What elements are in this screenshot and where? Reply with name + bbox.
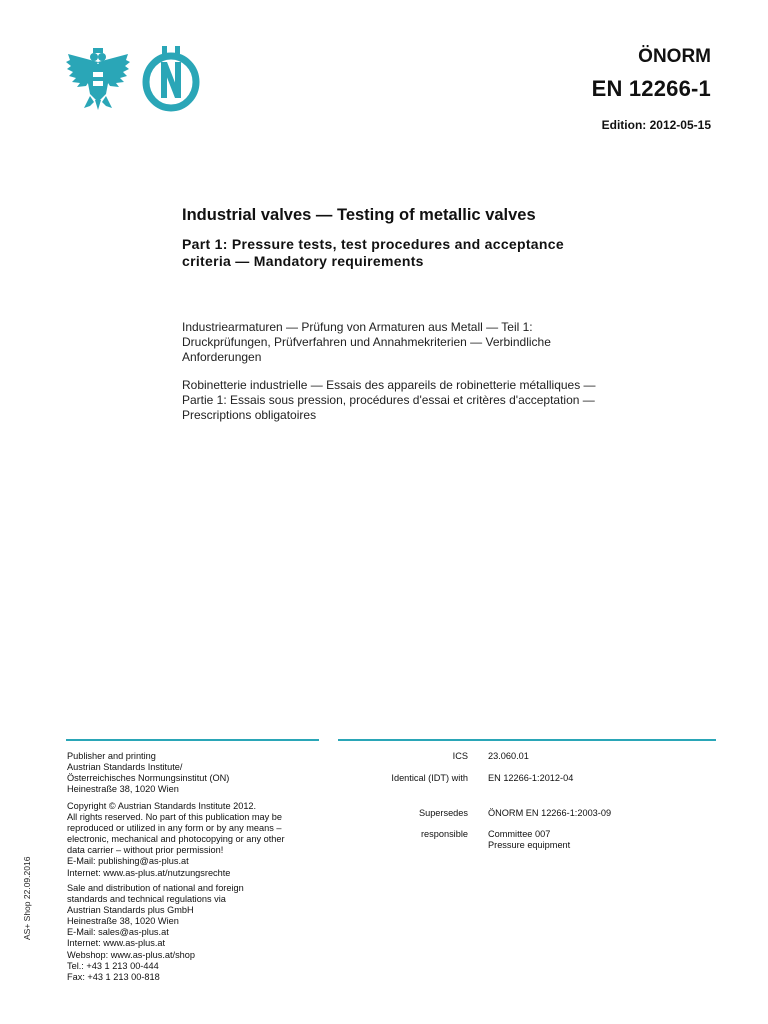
meta-label-ics: ICS — [452, 751, 468, 761]
german-title-line: Druckprüfungen, Prüfverfahren und Annahmekriterien — Verbindliche — [182, 335, 551, 349]
publisher-block — [67, 751, 332, 795]
french-title-line: Robinetterie industrielle — Essais des appareils de robinetterie métalliques — — [182, 378, 596, 392]
sales-fax: Fax: +43 1 213 00-818 — [67, 971, 160, 982]
standard-number: EN 12266-1 — [591, 76, 711, 101]
meta-value-line: Committee 007 — [488, 829, 551, 839]
footer-divider-right — [338, 739, 716, 741]
sales-line: Heinestraße 38, 1020 Wien — [67, 916, 179, 927]
french-title-line: Partie 1: Essais sous pression, procédures d'essai et critères d'acceptation — — [182, 393, 595, 407]
french-title — [182, 378, 652, 423]
meta-label-identical: Identical (IDT) with — [391, 773, 468, 783]
shop-stamp: AS+ Shop 22.09.2016 — [22, 856, 32, 940]
meta-label-supersedes: Supersedes — [418, 808, 468, 818]
publisher-line: Austrian Standards Institute/ — [67, 762, 183, 773]
copyright-line: Copyright © Austrian Standards Institute 2012. — [67, 801, 257, 811]
copyright-line: All rights reserved. No part of this publication may be — [67, 812, 282, 823]
sales-line: standards and technical regulations via — [67, 894, 226, 905]
french-title-line: Prescriptions obligatoires — [182, 408, 317, 422]
copyright-line: data carrier – without prior permission! — [67, 845, 224, 856]
sales-internet: Internet: www.as-plus.at — [67, 938, 166, 949]
copyright-block — [67, 801, 332, 879]
part-title-line: Part 1: Pressure tests, test procedures and acceptance — [182, 236, 564, 252]
meta-value-identical: EN 12266-1:2012-04 — [488, 773, 574, 783]
sales-block — [67, 883, 332, 983]
copyright-internet: Internet: www.as-plus.at/nutzungsrechte — [67, 867, 231, 878]
sales-email: E-Mail: sales@as-plus.at — [67, 927, 169, 938]
german-title — [182, 320, 652, 365]
part-title-line: criteria — Mandatory requirements — [182, 253, 424, 269]
copyright-email: E-Mail: publishing@as-plus.at — [67, 856, 189, 867]
sales-webshop: Webshop: www.as-plus.at/shop — [67, 949, 196, 960]
brand-title: ÖNORM — [638, 46, 711, 67]
on-monogram-icon — [140, 44, 202, 112]
publisher-line: Heinestraße 38, 1020 Wien — [67, 784, 179, 795]
publisher-line: Österreichisches Normungsinstitut (ON) — [67, 773, 230, 784]
meta-value-responsible — [488, 829, 570, 851]
german-title-line: Industriearmaturen — Prüfung von Armaturen aus Metall — Teil 1: — [182, 320, 533, 334]
main-title: Industrial valves — Testing of metallic valves — [182, 206, 536, 224]
german-title-line: Anforderungen — [182, 350, 262, 364]
meta-value-supersedes: ÖNORM EN 12266-1:2003-09 — [488, 808, 612, 818]
meta-value-ics: 23.060.01 — [488, 751, 529, 761]
sales-tel: Tel.: +43 1 213 00-444 — [67, 960, 159, 971]
part-title — [182, 236, 622, 270]
sales-line: Sale and distribution of national and foreign — [67, 883, 244, 893]
copyright-line: electronic, mechanical and photocopying or any other — [67, 834, 285, 845]
meta-value-line: Pressure equipment — [488, 840, 571, 851]
edition-date: Edition: 2012-05-15 — [601, 118, 711, 132]
austrian-eagle-icon — [64, 44, 132, 112]
meta-label-responsible: responsible — [421, 829, 468, 839]
copyright-line: reproduced or utilized in any form or by any means – — [67, 823, 282, 834]
sales-line: Austrian Standards plus GmbH — [67, 905, 194, 916]
publisher-line: Publisher and printing — [67, 751, 156, 761]
footer-divider-left — [66, 739, 319, 741]
